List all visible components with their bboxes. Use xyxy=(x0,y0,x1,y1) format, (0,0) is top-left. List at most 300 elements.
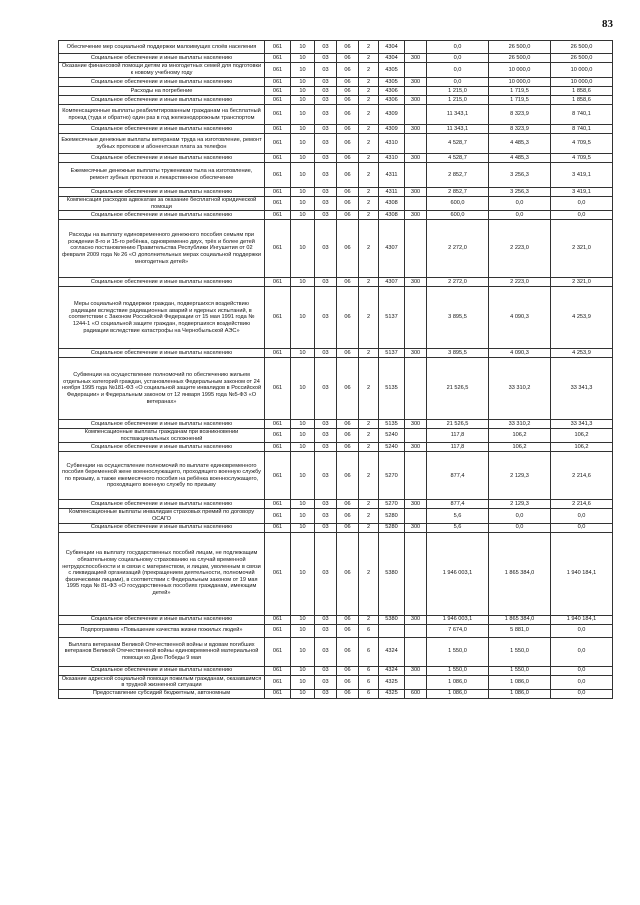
row-amount-year1: 2 272,0 xyxy=(427,278,489,287)
row-description: Оказание финансовой помощи детям из многодетных семей для подготовки к новому учебному году xyxy=(59,63,265,78)
row-target-code: 5380 xyxy=(379,615,405,624)
row-amount-year1: 2 852,7 xyxy=(427,163,489,188)
row-amount-year3: 4 253,9 xyxy=(551,349,613,358)
row-expense-type: 300 xyxy=(405,78,427,87)
row-program-code: 06 xyxy=(337,197,359,211)
row-target-code: 4308 xyxy=(379,211,405,220)
row-grbs-code: 061 xyxy=(265,675,291,689)
row-section-code: 10 xyxy=(291,523,315,532)
row-amount-year3: 3 419,1 xyxy=(551,163,613,188)
row-subprogram-code: 2 xyxy=(359,443,379,452)
row-grbs-code: 061 xyxy=(265,134,291,154)
row-grbs-code: 061 xyxy=(265,666,291,675)
row-amount-year1: 1 946 003,1 xyxy=(427,532,489,615)
row-expense-type xyxy=(405,87,427,96)
row-grbs-code: 061 xyxy=(265,287,291,349)
row-section-code: 10 xyxy=(291,666,315,675)
row-program-code: 06 xyxy=(337,105,359,125)
row-subsection-code: 03 xyxy=(315,105,337,125)
table-row xyxy=(59,637,613,666)
row-subprogram-code: 2 xyxy=(359,509,379,523)
row-amount-year3: 2 214,6 xyxy=(551,452,613,500)
row-subprogram-code: 2 xyxy=(359,105,379,125)
row-amount-year3: 2 321,0 xyxy=(551,220,613,278)
row-expense-type: 300 xyxy=(405,278,427,287)
row-subsection-code: 03 xyxy=(315,278,337,287)
row-amount-year2: 2 223,0 xyxy=(489,278,551,287)
row-description: Социальное обеспечение и иные выплаты населению xyxy=(59,278,265,287)
row-program-code: 06 xyxy=(337,134,359,154)
row-section-code: 10 xyxy=(291,624,315,637)
row-subprogram-code: 2 xyxy=(359,188,379,197)
table-body xyxy=(59,41,613,699)
row-target-code: 4311 xyxy=(379,188,405,197)
table-row xyxy=(59,429,613,443)
row-grbs-code: 061 xyxy=(265,41,291,54)
row-expense-type xyxy=(405,675,427,689)
row-grbs-code: 061 xyxy=(265,689,291,698)
row-grbs-code: 061 xyxy=(265,509,291,523)
row-subsection-code: 03 xyxy=(315,637,337,666)
row-program-code: 06 xyxy=(337,358,359,420)
row-subsection-code: 03 xyxy=(315,87,337,96)
row-description: Социальное обеспечение и иные выплаты населению xyxy=(59,349,265,358)
row-amount-year3: 106,2 xyxy=(551,429,613,443)
row-description: Социальное обеспечение и иные выплаты населению xyxy=(59,443,265,452)
row-program-code: 06 xyxy=(337,154,359,163)
row-expense-type xyxy=(405,624,427,637)
row-description: Социальное обеспечение и иные выплаты населению xyxy=(59,54,265,63)
row-description: Социальное обеспечение и иные выплаты населению xyxy=(59,666,265,675)
row-section-code: 10 xyxy=(291,420,315,429)
row-expense-type xyxy=(405,532,427,615)
row-amount-year2: 4 090,3 xyxy=(489,287,551,349)
row-section-code: 10 xyxy=(291,287,315,349)
row-program-code: 06 xyxy=(337,63,359,78)
row-subprogram-code: 2 xyxy=(359,96,379,105)
row-expense-type xyxy=(405,637,427,666)
row-target-code: 4307 xyxy=(379,220,405,278)
row-expense-type: 300 xyxy=(405,211,427,220)
row-amount-year3: 106,2 xyxy=(551,443,613,452)
row-amount-year2: 2 129,3 xyxy=(489,500,551,509)
table-row xyxy=(59,134,613,154)
row-program-code: 06 xyxy=(337,500,359,509)
row-subsection-code: 03 xyxy=(315,624,337,637)
table-row xyxy=(59,420,613,429)
row-amount-year2: 10 000,0 xyxy=(489,63,551,78)
row-section-code: 10 xyxy=(291,675,315,689)
table-row xyxy=(59,500,613,509)
row-amount-year2: 2 223,0 xyxy=(489,220,551,278)
row-grbs-code: 061 xyxy=(265,278,291,287)
row-subprogram-code: 2 xyxy=(359,154,379,163)
row-subsection-code: 03 xyxy=(315,666,337,675)
table-row xyxy=(59,188,613,197)
row-amount-year3: 33 341,3 xyxy=(551,420,613,429)
row-grbs-code: 061 xyxy=(265,452,291,500)
row-amount-year3: 0,0 xyxy=(551,666,613,675)
row-description: Субвенции на выплату государственных пособий лицам, не подлежащим обязательному социальному страхованию на случай временной нетрудоспособности и в связи с материнством, и лицам, уволенным в связи с ликвидацией организаций (прекращением деятельности, полномочий физическими лицами), в соответствии с Федеральным законом от 19 мая 1995 года № 81-ФЗ «О государственных пособиях гражданам, имеющим детей» xyxy=(59,532,265,615)
table-row xyxy=(59,532,613,615)
table-row xyxy=(59,358,613,420)
table-row xyxy=(59,41,613,54)
row-expense-type: 300 xyxy=(405,188,427,197)
row-subsection-code: 03 xyxy=(315,125,337,134)
row-subprogram-code: 2 xyxy=(359,197,379,211)
row-target-code: 5270 xyxy=(379,452,405,500)
row-amount-year2: 4 485,3 xyxy=(489,134,551,154)
row-grbs-code: 061 xyxy=(265,220,291,278)
row-program-code: 06 xyxy=(337,509,359,523)
row-grbs-code: 061 xyxy=(265,87,291,96)
row-subsection-code: 03 xyxy=(315,532,337,615)
row-subsection-code: 03 xyxy=(315,134,337,154)
row-grbs-code: 061 xyxy=(265,500,291,509)
row-subprogram-code: 2 xyxy=(359,615,379,624)
row-grbs-code: 061 xyxy=(265,523,291,532)
row-amount-year2: 4 485,3 xyxy=(489,154,551,163)
row-expense-type xyxy=(405,163,427,188)
row-target-code: 5270 xyxy=(379,500,405,509)
row-amount-year2: 1 086,0 xyxy=(489,675,551,689)
row-grbs-code: 061 xyxy=(265,197,291,211)
row-amount-year1: 117,8 xyxy=(427,443,489,452)
row-expense-type: 300 xyxy=(405,523,427,532)
table-row xyxy=(59,523,613,532)
row-subprogram-code: 2 xyxy=(359,163,379,188)
row-amount-year1: 21 526,5 xyxy=(427,358,489,420)
row-subprogram-code: 2 xyxy=(359,54,379,63)
row-subprogram-code: 6 xyxy=(359,689,379,698)
row-section-code: 10 xyxy=(291,163,315,188)
row-subsection-code: 03 xyxy=(315,675,337,689)
table-row xyxy=(59,452,613,500)
row-target-code: 5280 xyxy=(379,509,405,523)
row-program-code: 06 xyxy=(337,188,359,197)
table-row xyxy=(59,125,613,134)
row-expense-type: 300 xyxy=(405,443,427,452)
row-amount-year3: 8 740,1 xyxy=(551,105,613,125)
row-target-code: 5380 xyxy=(379,532,405,615)
row-amount-year1: 0,0 xyxy=(427,54,489,63)
row-subsection-code: 03 xyxy=(315,96,337,105)
row-expense-type: 300 xyxy=(405,154,427,163)
row-description: Ежемесячные денежные выплаты ветеранам труда на изготовление, ремонт зубных протезов и абонентская плата за телефон xyxy=(59,134,265,154)
row-section-code: 10 xyxy=(291,211,315,220)
row-program-code: 06 xyxy=(337,87,359,96)
row-section-code: 10 xyxy=(291,125,315,134)
row-target-code: 4309 xyxy=(379,125,405,134)
row-amount-year2: 33 310,2 xyxy=(489,358,551,420)
budget-table xyxy=(58,40,613,699)
row-amount-year1: 1 550,0 xyxy=(427,666,489,675)
table-row xyxy=(59,54,613,63)
row-amount-year1: 0,0 xyxy=(427,41,489,54)
table-row xyxy=(59,163,613,188)
row-amount-year1: 1 215,0 xyxy=(427,87,489,96)
row-program-code: 06 xyxy=(337,637,359,666)
row-amount-year1: 0,0 xyxy=(427,63,489,78)
row-subprogram-code: 6 xyxy=(359,675,379,689)
row-program-code: 06 xyxy=(337,349,359,358)
row-target-code xyxy=(379,624,405,637)
row-subsection-code: 03 xyxy=(315,523,337,532)
row-amount-year3: 26 500,0 xyxy=(551,41,613,54)
row-amount-year1: 5,6 xyxy=(427,523,489,532)
row-target-code: 5240 xyxy=(379,443,405,452)
row-program-code: 06 xyxy=(337,429,359,443)
row-section-code: 10 xyxy=(291,509,315,523)
row-section-code: 10 xyxy=(291,637,315,666)
row-expense-type xyxy=(405,41,427,54)
row-target-code: 4306 xyxy=(379,87,405,96)
row-subprogram-code: 2 xyxy=(359,63,379,78)
row-amount-year3: 2 214,6 xyxy=(551,500,613,509)
row-subprogram-code: 2 xyxy=(359,134,379,154)
row-amount-year2: 26 500,0 xyxy=(489,41,551,54)
row-amount-year2: 1 550,0 xyxy=(489,637,551,666)
row-section-code: 10 xyxy=(291,96,315,105)
table-row xyxy=(59,154,613,163)
row-section-code: 10 xyxy=(291,41,315,54)
row-target-code: 4324 xyxy=(379,637,405,666)
row-amount-year2: 3 256,3 xyxy=(489,163,551,188)
row-subsection-code: 03 xyxy=(315,429,337,443)
row-description: Социальное обеспечение и иные выплаты населению xyxy=(59,125,265,134)
row-description: Предоставление субсидий бюджетным, автономным xyxy=(59,689,265,698)
row-description: Меры социальной поддержки граждан, подвергшихся воздействию радиации вследствие радиационных аварий и ядерных испытаний, в соответствии с Законом Российской Федерации от 15 мая 1991 года № 1244-1 «О социальной защите граждан, подвергшихся воздействию радиации вследствие катастрофы на Чернобыльской АЭС» xyxy=(59,287,265,349)
row-amount-year1: 7 674,0 xyxy=(427,624,489,637)
row-description: Расходы на выплату единовременного денежного пособия семьям при рождении 8-го и 15-го ребёнка, одновременно двух, трёх и более детей согласно постановлению Правительства Республики Ингушетия от 02 февраля 2009 года № 26 «О дополнительных мерах социальной поддержки многодетных детей» xyxy=(59,220,265,278)
row-amount-year3: 0,0 xyxy=(551,211,613,220)
table-row xyxy=(59,211,613,220)
row-target-code: 4304 xyxy=(379,41,405,54)
table-row xyxy=(59,278,613,287)
row-description: Расходы на погребение xyxy=(59,87,265,96)
row-amount-year1: 11 343,1 xyxy=(427,125,489,134)
row-amount-year2: 1 719,5 xyxy=(489,96,551,105)
row-subprogram-code: 2 xyxy=(359,78,379,87)
row-program-code: 06 xyxy=(337,689,359,698)
row-program-code: 06 xyxy=(337,420,359,429)
row-grbs-code: 061 xyxy=(265,443,291,452)
row-grbs-code: 061 xyxy=(265,96,291,105)
row-target-code: 5135 xyxy=(379,358,405,420)
row-expense-type: 600 xyxy=(405,689,427,698)
table-row xyxy=(59,624,613,637)
row-amount-year3: 0,0 xyxy=(551,509,613,523)
row-grbs-code: 061 xyxy=(265,105,291,125)
row-program-code: 06 xyxy=(337,287,359,349)
row-section-code: 10 xyxy=(291,689,315,698)
row-expense-type xyxy=(405,63,427,78)
row-program-code: 06 xyxy=(337,96,359,105)
row-target-code: 4310 xyxy=(379,134,405,154)
row-section-code: 10 xyxy=(291,197,315,211)
row-amount-year3: 1 858,6 xyxy=(551,96,613,105)
row-subprogram-code: 2 xyxy=(359,429,379,443)
row-expense-type: 300 xyxy=(405,420,427,429)
row-subsection-code: 03 xyxy=(315,358,337,420)
row-program-code: 06 xyxy=(337,78,359,87)
row-subprogram-code: 2 xyxy=(359,278,379,287)
row-grbs-code: 061 xyxy=(265,624,291,637)
row-amount-year2: 8 323,9 xyxy=(489,105,551,125)
row-amount-year2: 10 000,0 xyxy=(489,78,551,87)
row-subsection-code: 03 xyxy=(315,163,337,188)
table-row xyxy=(59,443,613,452)
row-subprogram-code: 2 xyxy=(359,211,379,220)
table-row xyxy=(59,689,613,698)
row-description: Компенсация расходов адвокатам за оказание бесплатной юридической помощи xyxy=(59,197,265,211)
row-amount-year1: 877,4 xyxy=(427,500,489,509)
row-program-code: 06 xyxy=(337,666,359,675)
row-description: Субвенции на осуществление полномочий по обеспечению жильем отдельных категорий граждан, установленных Федеральным законом от 24 ноября 1995 года №181-ФЗ «О социальной защите инвалидов в Российской Федерации» и Федеральным законом от 12 января 1995 года №5-ФЗ «О ветеранах» xyxy=(59,358,265,420)
row-section-code: 10 xyxy=(291,615,315,624)
table-row xyxy=(59,349,613,358)
row-subsection-code: 03 xyxy=(315,349,337,358)
page-number: 83 xyxy=(602,18,613,30)
row-amount-year1: 4 528,7 xyxy=(427,134,489,154)
row-amount-year2: 0,0 xyxy=(489,509,551,523)
row-subprogram-code: 2 xyxy=(359,358,379,420)
row-subprogram-code: 2 xyxy=(359,287,379,349)
row-description: Подпрограмма «Повышение качества жизни пожилых людей» xyxy=(59,624,265,637)
table-row xyxy=(59,78,613,87)
row-description: Социальное обеспечение и иные выплаты населению xyxy=(59,96,265,105)
row-expense-type: 300 xyxy=(405,54,427,63)
row-subsection-code: 03 xyxy=(315,220,337,278)
row-amount-year1: 11 343,1 xyxy=(427,105,489,125)
row-target-code: 5280 xyxy=(379,523,405,532)
row-subsection-code: 03 xyxy=(315,287,337,349)
row-program-code: 06 xyxy=(337,675,359,689)
row-description: Обеспечение мер социальной поддержки малоимущих слоёв населения xyxy=(59,41,265,54)
row-amount-year3: 4 253,9 xyxy=(551,287,613,349)
row-amount-year2: 33 310,2 xyxy=(489,420,551,429)
row-grbs-code: 061 xyxy=(265,429,291,443)
row-description: Социальное обеспечение и иные выплаты населению xyxy=(59,523,265,532)
row-section-code: 10 xyxy=(291,78,315,87)
row-section-code: 10 xyxy=(291,358,315,420)
row-amount-year1: 3 895,5 xyxy=(427,287,489,349)
table-row xyxy=(59,675,613,689)
row-section-code: 10 xyxy=(291,443,315,452)
row-subsection-code: 03 xyxy=(315,54,337,63)
row-subsection-code: 03 xyxy=(315,500,337,509)
row-grbs-code: 061 xyxy=(265,349,291,358)
row-expense-type xyxy=(405,134,427,154)
row-section-code: 10 xyxy=(291,452,315,500)
row-amount-year2: 106,2 xyxy=(489,429,551,443)
row-description: Социальное обеспечение и иные выплаты населению xyxy=(59,154,265,163)
row-grbs-code: 061 xyxy=(265,63,291,78)
row-amount-year1: 2 272,0 xyxy=(427,220,489,278)
row-section-code: 10 xyxy=(291,54,315,63)
row-subsection-code: 03 xyxy=(315,197,337,211)
row-program-code: 06 xyxy=(337,452,359,500)
row-amount-year3: 1 858,6 xyxy=(551,87,613,96)
row-description: Социальное обеспечение и иные выплаты населению xyxy=(59,500,265,509)
row-section-code: 10 xyxy=(291,278,315,287)
row-target-code: 4311 xyxy=(379,163,405,188)
row-program-code: 06 xyxy=(337,211,359,220)
row-amount-year2: 26 500,0 xyxy=(489,54,551,63)
table-row xyxy=(59,197,613,211)
row-section-code: 10 xyxy=(291,134,315,154)
table-row xyxy=(59,96,613,105)
row-expense-type: 300 xyxy=(405,96,427,105)
row-subsection-code: 03 xyxy=(315,420,337,429)
row-expense-type: 300 xyxy=(405,349,427,358)
row-program-code: 06 xyxy=(337,54,359,63)
row-subsection-code: 03 xyxy=(315,211,337,220)
row-program-code: 06 xyxy=(337,220,359,278)
row-grbs-code: 061 xyxy=(265,163,291,188)
row-subprogram-code: 6 xyxy=(359,666,379,675)
row-amount-year3: 4 709,5 xyxy=(551,154,613,163)
row-subprogram-code: 2 xyxy=(359,452,379,500)
row-expense-type: 300 xyxy=(405,615,427,624)
row-target-code: 4305 xyxy=(379,63,405,78)
row-grbs-code: 061 xyxy=(265,615,291,624)
row-expense-type xyxy=(405,287,427,349)
row-subprogram-code: 2 xyxy=(359,349,379,358)
row-target-code: 5137 xyxy=(379,287,405,349)
row-amount-year2: 4 090,3 xyxy=(489,349,551,358)
row-section-code: 10 xyxy=(291,105,315,125)
row-amount-year2: 3 256,3 xyxy=(489,188,551,197)
row-amount-year3: 10 000,0 xyxy=(551,63,613,78)
row-description: Социальное обеспечение и иные выплаты населению xyxy=(59,615,265,624)
row-subprogram-code: 2 xyxy=(359,41,379,54)
row-expense-type xyxy=(405,358,427,420)
row-section-code: 10 xyxy=(291,154,315,163)
row-description: Субвенции на осуществление полномочий по выплате единовременного пособия беременной жене военнослужащего, проходящего военную службу по призыву, а также ежемесячного пособия на ребёнка военнослужащего, проходящего военную службу по призыву xyxy=(59,452,265,500)
row-subsection-code: 03 xyxy=(315,452,337,500)
row-amount-year3: 3 419,1 xyxy=(551,188,613,197)
row-expense-type xyxy=(405,220,427,278)
row-subprogram-code: 2 xyxy=(359,500,379,509)
row-amount-year1: 5,6 xyxy=(427,509,489,523)
row-amount-year3: 0,0 xyxy=(551,523,613,532)
row-expense-type xyxy=(405,452,427,500)
row-amount-year3: 10 000,0 xyxy=(551,78,613,87)
row-amount-year1: 600,0 xyxy=(427,197,489,211)
row-target-code: 5240 xyxy=(379,429,405,443)
row-amount-year2: 2 129,3 xyxy=(489,452,551,500)
row-amount-year2: 5 881,0 xyxy=(489,624,551,637)
row-subsection-code: 03 xyxy=(315,63,337,78)
row-description: Социальное обеспечение и иные выплаты населению xyxy=(59,211,265,220)
row-grbs-code: 061 xyxy=(265,420,291,429)
row-grbs-code: 061 xyxy=(265,637,291,666)
row-amount-year1: 117,8 xyxy=(427,429,489,443)
row-amount-year1: 3 895,5 xyxy=(427,349,489,358)
row-amount-year2: 1 719,5 xyxy=(489,87,551,96)
row-expense-type xyxy=(405,509,427,523)
row-program-code: 06 xyxy=(337,615,359,624)
row-amount-year1: 1 550,0 xyxy=(427,637,489,666)
row-program-code: 06 xyxy=(337,624,359,637)
row-section-code: 10 xyxy=(291,188,315,197)
row-amount-year2: 8 323,9 xyxy=(489,125,551,134)
row-amount-year2: 1 865 384,0 xyxy=(489,615,551,624)
row-subprogram-code: 6 xyxy=(359,624,379,637)
row-subsection-code: 03 xyxy=(315,689,337,698)
row-program-code: 06 xyxy=(337,163,359,188)
